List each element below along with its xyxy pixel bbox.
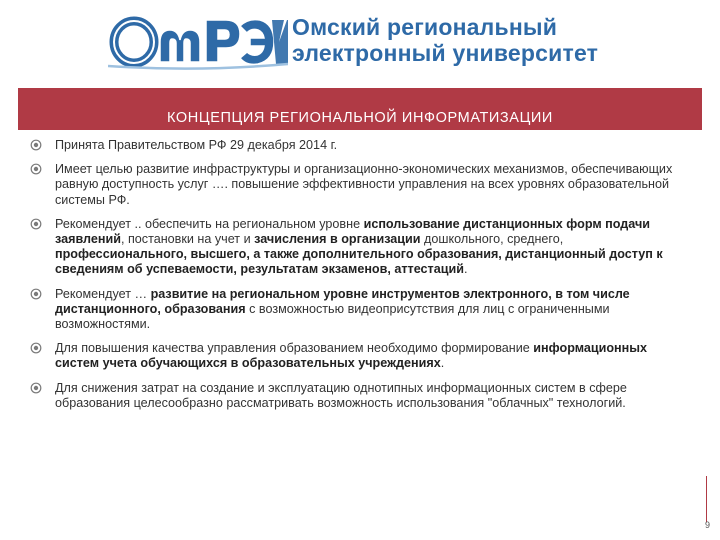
emphasis-text: развитие на региональном уровне инструментов электронного, в том числе дистанционного, образования: [55, 286, 630, 316]
item-text: .: [440, 356, 445, 371]
omreu-logo: [108, 12, 288, 72]
header: [0, 0, 720, 86]
item-text: Для снижения затрат на создание и эксплуатацию однотипных информационных систем в сфере образования целесообразно рассматривать возможность использования "облачных" технологий.: [55, 380, 627, 410]
title-banner: [18, 88, 702, 130]
item-text: Рекомендует .. обеспечить на региональном уровне: [55, 216, 364, 231]
list-item: [30, 138, 694, 153]
list-item: [30, 381, 694, 411]
emphasis-text: профессионального, высшего, а также дополнительного образования, дистанционный доступ к сведениям об успеваемости, результатам экзаменов, аттестаций: [55, 247, 663, 277]
bullet-list: [30, 138, 694, 411]
list-item: [30, 287, 694, 333]
circle-bullet-icon: [30, 342, 42, 354]
item-text: Принята Правительством РФ 29 декабря 2014 г.: [55, 138, 338, 152]
list-item: [30, 217, 694, 278]
university-name-line1: Омский региональный: [292, 14, 558, 40]
list-item: [30, 341, 694, 371]
item-text: .: [463, 262, 468, 277]
item-text: дошкольного, среднего,: [420, 232, 564, 247]
list-item: [30, 162, 694, 208]
item-text: , постановки на учет и: [120, 232, 255, 247]
item-text: с возможностью видеоприсутствия для лиц с ограниченными возможностями.: [55, 301, 610, 332]
accent-divider: [706, 476, 707, 522]
item-text: Имеет целью развитие инфраструктуры и организационно-экономических механизмов, обеспечивающих равную доступность услуг …. повышение эффективности управления на всех уровнях образовательной системы РФ.: [55, 162, 673, 207]
circle-bullet-icon: [30, 382, 42, 394]
university-name: [292, 14, 598, 66]
slide-title: КОНЦЕПЦИЯ РЕГИОНАЛЬНОЙ ИНФОРМАТИЗАЦИИ: [167, 110, 553, 126]
item-text: Для повышения качества управления образованием необходимо формирование: [55, 341, 534, 356]
page-number: 9: [704, 520, 710, 530]
emphasis-text: использование дистанционных форм подачи заявлений: [55, 216, 651, 247]
emphasis-text: информационных систем учета обучающихся в образовательных учреждениях: [55, 341, 648, 371]
university-name-line2: электронный университет: [292, 40, 599, 66]
circle-bullet-icon: [30, 288, 42, 300]
emphasis-text: зачисления в организации: [254, 232, 421, 247]
item-text: Рекомендует …: [55, 286, 151, 301]
circle-bullet-icon: [30, 163, 42, 175]
circle-bullet-icon: [30, 139, 42, 151]
circle-bullet-icon: [30, 218, 42, 230]
